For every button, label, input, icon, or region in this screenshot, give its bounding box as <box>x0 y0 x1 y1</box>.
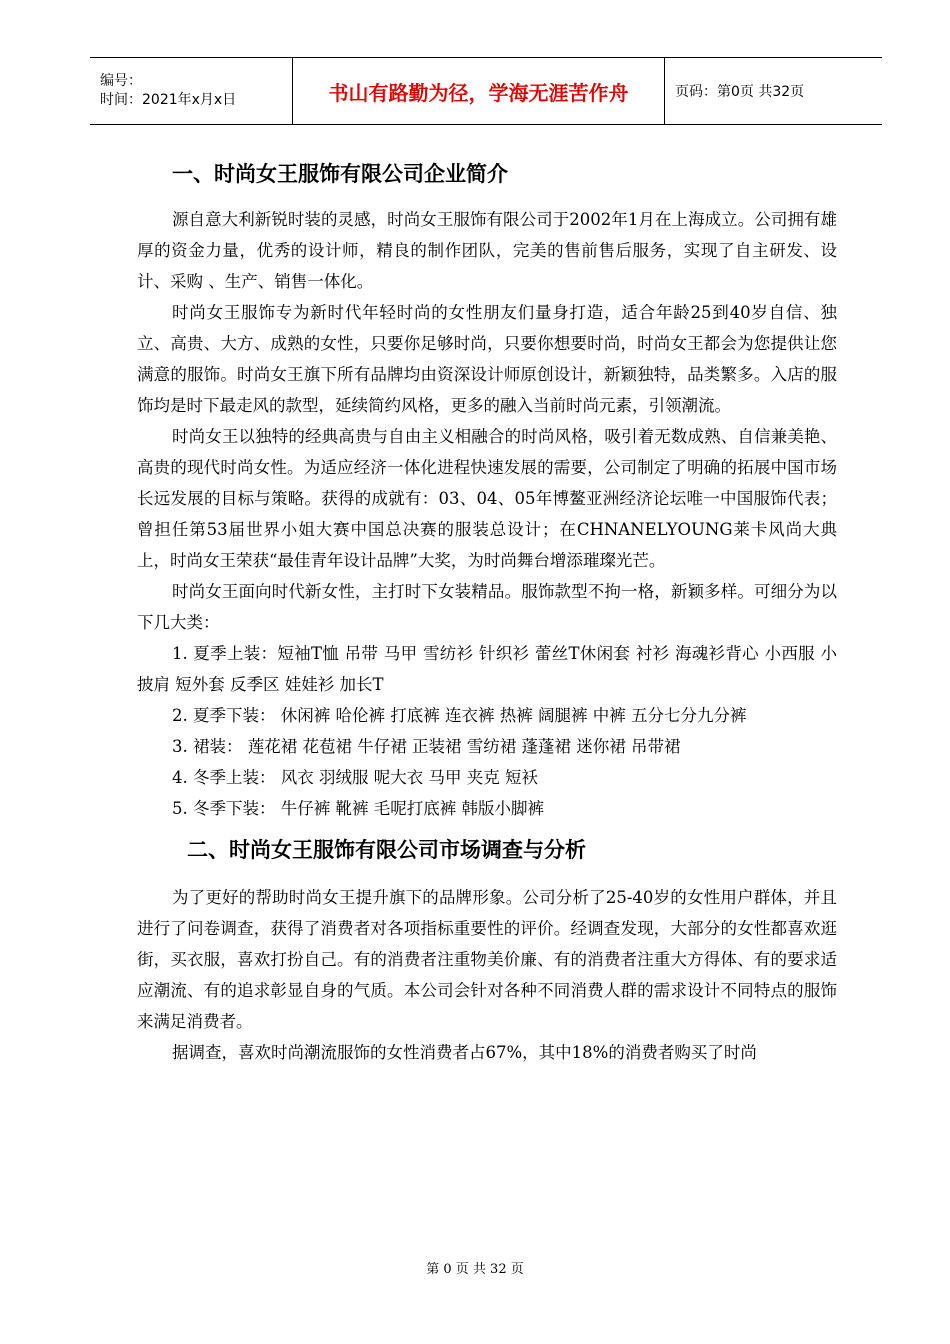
page-footer: 第 0 页 共 32 页 <box>426 1262 524 1277</box>
section-2-title: 二、时尚女王服饰有限公司市场调查与分析 <box>187 838 586 862</box>
header-meta <box>90 58 293 124</box>
header-motto: 书山有路勤为径，学海无涯苦作舟 <box>328 80 629 105</box>
section-1-paragraph: 时尚女王面向时代新女性，主打时下女装精品。服饰款型不拘一格，新颖多样。可细分为以下几大类： <box>137 582 837 632</box>
section-1-title: 一、时尚女王服饰有限公司企业简介 <box>172 162 508 186</box>
section-1-paragraph: 源自意大利新锐时装的灵感，时尚女王服饰有限公司于2002年1月在上海成立。公司拥有雄厚的资金力量，优秀的设计师，精良的制作团队，完美的售前售后服务，实现了自主研发、设计、采购 、生产、销售一体化。 <box>137 210 837 291</box>
section-2-paragraph: 为了更好的帮助时尚女王提升旗下的品牌形象。公司分析了25-40岁的女性用户群体，并且进行了问卷调查，获得了消费者对各项指标重要性的评价。经调查发现，大部分的女性都喜欢逛街，买衣服，喜欢打扮自己。有的消费者注重物美价廉、有的消费者注重大方得体、有的要求适应潮流、有的追求彰显自身的气质。本公司会针对各种不同消费人群的需求设计不同特点的服饰来满足消费者。 <box>137 888 837 1031</box>
category-list-item: 2. 夏季下装： 休闲裤 哈伦裤 打底裤 连衣裤 热裤 阔腿裤 中裤 五分七分九分裤 <box>172 706 747 725</box>
document-time-label: 时间：2021年x月x日 <box>100 92 237 108</box>
document-header <box>90 57 882 125</box>
section-2-paragraph: 据调查，喜欢时尚潮流服饰的女性消费者占67%，其中18%的消费者购买了时尚 <box>172 1043 757 1062</box>
header-page-number: 页码：第0页 共32页 <box>675 84 805 100</box>
category-list-item: 3. 裙装： 莲花裙 花苞裙 牛仔裙 正装裙 雪纺裙 蓬蓬裙 迷你裙 吊带裙 <box>172 737 681 756</box>
category-list-item: 4. 冬季上装： 风衣 羽绒服 呢大衣 马甲 夹克 短袄 <box>172 768 538 787</box>
header-page-cell <box>665 58 882 124</box>
category-list-item: 1. 夏季上装：短袖T恤 吊带 马甲 雪纺衫 针织衫 蕾丝T休闲套 衬衫 海魂衫背心 小西服 小披肩 短外套 反季区 娃娃衫 加长T <box>137 644 837 694</box>
category-list-item: 5. 冬季下装： 牛仔裤 靴裤 毛呢打底裤 韩版小脚裤 <box>172 799 544 818</box>
document-number-label: 编号： <box>100 73 142 89</box>
section-1-paragraph: 时尚女王服饰专为新时代年轻时尚的女性朋友们量身打造，适合年龄25到40岁自信、独立、高贵、大方、成熟的女性，只要你足够时尚，只要你想要时尚，时尚女王都会为您提供让您满意的服饰。时尚女王旗下所有品牌均由资深设计师原创设计，新颖独特，品类繁多。入店的服饰均是时下最走风的款型，延续简约风格，更多的融入当前时尚元素，引领潮流。 <box>137 303 837 415</box>
section-1-paragraph: 时尚女王以独特的经典高贵与自由主义相融合的时尚风格，吸引着无数成熟、自信兼美艳、高贵的现代时尚女性。为适应经济一体化进程快速发展的需要，公司制定了明确的拓展中国市场长远发展的目标与策略。获得的成就有：03、04、05年博鳌亚洲经济论坛唯一中国服饰代表；曾担任第53届世界小姐大赛中国总决赛的服装总设计；在CHNANELYOUNG莱卡风尚大典上，时尚女王荣获“最佳青年设计品牌”大奖，为时尚舞台增添璀璨光芒。 <box>137 427 837 570</box>
header-motto-cell <box>293 58 665 124</box>
document-body <box>137 158 837 1068</box>
